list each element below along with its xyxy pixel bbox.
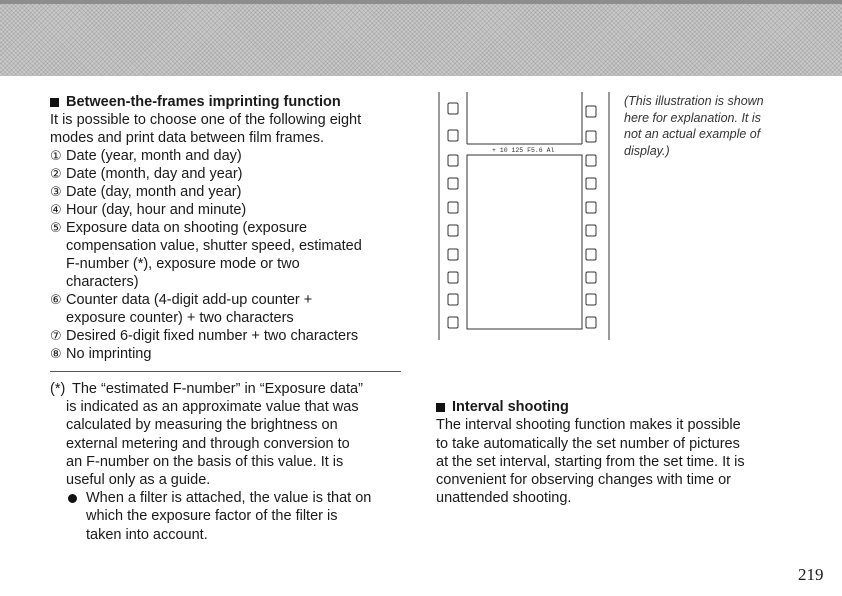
perforation-hole	[586, 155, 596, 166]
caption-line: display.)	[624, 143, 670, 158]
body-line: at the set interval, starting from the set time. It is	[436, 453, 745, 470]
banner-edge	[0, 0, 842, 4]
note-divider	[50, 371, 401, 372]
perforation-hole	[586, 225, 596, 236]
bullet-text-block	[86, 489, 371, 544]
perforation-hole	[448, 317, 458, 328]
film-strip-illustration	[434, 92, 614, 344]
mode-item-8	[50, 345, 410, 363]
footnote-line: useful only as a guide.	[66, 472, 211, 489]
perforation-hole	[448, 103, 458, 114]
perforation-hole	[586, 294, 596, 305]
bullet-line: which the exposure factor of the filter is	[86, 508, 338, 525]
square-bullet-icon	[50, 98, 59, 107]
imprinting-heading-text: Between-the-frames imprinting function	[66, 94, 341, 110]
perforation-hole	[586, 131, 596, 142]
header-banner	[0, 0, 842, 76]
imprint-data-text: + 10 125 F5.6 Al	[492, 147, 555, 154]
footnote	[50, 380, 400, 544]
footnote-line: The “estimated F-number” in “Exposure data”	[72, 381, 363, 397]
perforation-hole	[448, 294, 458, 305]
perforation-hole	[448, 202, 458, 213]
intro-line: It is possible to choose one of the following eight	[50, 112, 362, 128]
item-number: ④	[50, 202, 62, 217]
left-column	[50, 93, 410, 363]
body-line: to take automatically the set number of pictures	[436, 435, 740, 452]
item-number: ②	[50, 166, 62, 181]
item-line: Counter data (4-digit add-up counter +	[66, 292, 313, 308]
interval-heading-text: Interval shooting	[452, 399, 569, 415]
mode-item-4	[50, 201, 410, 219]
body-line: The interval shooting function makes it possible	[436, 417, 741, 434]
item-text: No imprinting	[66, 346, 152, 362]
round-bullet-icon	[68, 494, 77, 503]
perforation-hole	[586, 317, 596, 328]
item-number: ③	[50, 184, 62, 199]
right-perforations	[586, 106, 596, 328]
item-number: ⑧	[50, 346, 62, 361]
caption-line: not an actual example of	[624, 127, 761, 141]
section-heading-interval	[436, 398, 786, 416]
lower-frame	[467, 155, 582, 329]
footnote-line: external metering and through conversion to	[66, 435, 350, 452]
mode-item-1	[50, 147, 410, 165]
bullet-line: When a filter is attached, the value is that on	[86, 490, 372, 507]
perforation-hole	[448, 178, 458, 189]
caption-line: here for explanation. It is	[624, 110, 761, 125]
item-text: Date (year, month and day)	[66, 148, 242, 164]
perforation-hole	[586, 106, 596, 117]
mode-item-6	[50, 291, 410, 327]
square-bullet-icon	[436, 403, 445, 412]
item-line: exposure counter) + two characters	[66, 310, 294, 326]
body-line: unattended shooting.	[436, 490, 572, 507]
section-heading-imprinting	[50, 93, 410, 111]
perforation-hole	[448, 272, 458, 283]
mode-item-7	[50, 327, 410, 345]
page-number: 219	[798, 565, 824, 584]
illustration-caption	[624, 93, 784, 159]
footnote-line: calculated by measuring the brightness on	[66, 417, 338, 434]
perforation-hole	[586, 202, 596, 213]
mode-item-3	[50, 183, 410, 201]
perforation-hole	[448, 225, 458, 236]
perforation-hole	[448, 130, 458, 141]
item-text-block	[66, 219, 410, 291]
perforation-hole	[586, 249, 596, 260]
item-number: ⑤	[50, 220, 62, 235]
perforation-hole	[448, 249, 458, 260]
interval-shooting-section	[436, 398, 786, 508]
bullet-line: taken into account.	[86, 526, 208, 543]
item-line: characters)	[66, 274, 139, 290]
footnote-first-line	[50, 380, 400, 398]
item-number: ⑦	[50, 328, 62, 343]
item-number: ①	[50, 148, 62, 163]
item-text: Date (month, day and year)	[66, 166, 243, 182]
item-text-block	[66, 291, 410, 327]
item-text: Hour (day, hour and minute)	[66, 202, 247, 218]
perforation-hole	[448, 155, 458, 166]
footnote-line: an F-number on the basis of this value. It is	[66, 453, 344, 470]
left-perforations	[448, 103, 458, 328]
footnote-mark: (*)	[50, 381, 66, 397]
item-line: Exposure data on shooting (exposure	[66, 220, 308, 236]
caption-line: (This illustration is shown	[624, 94, 764, 108]
footnote-line: is indicated as an approximate value that was	[66, 399, 359, 416]
mode-item-5	[50, 219, 410, 291]
filter-bullet	[50, 489, 400, 544]
intro-line: modes and print data between film frames.	[50, 130, 325, 146]
perforation-hole	[586, 272, 596, 283]
item-number: ⑥	[50, 292, 62, 307]
body-line: convenient for observing changes with time or	[436, 472, 731, 489]
item-line: compensation value, shutter speed, estimated	[66, 238, 362, 254]
item-line: F-number (*), exposure mode or two	[66, 256, 300, 272]
item-text: Date (day, month and year)	[66, 184, 242, 200]
mode-item-2	[50, 165, 410, 183]
perforation-hole	[586, 178, 596, 189]
item-text: Desired 6-digit fixed number + two characters	[66, 328, 359, 344]
